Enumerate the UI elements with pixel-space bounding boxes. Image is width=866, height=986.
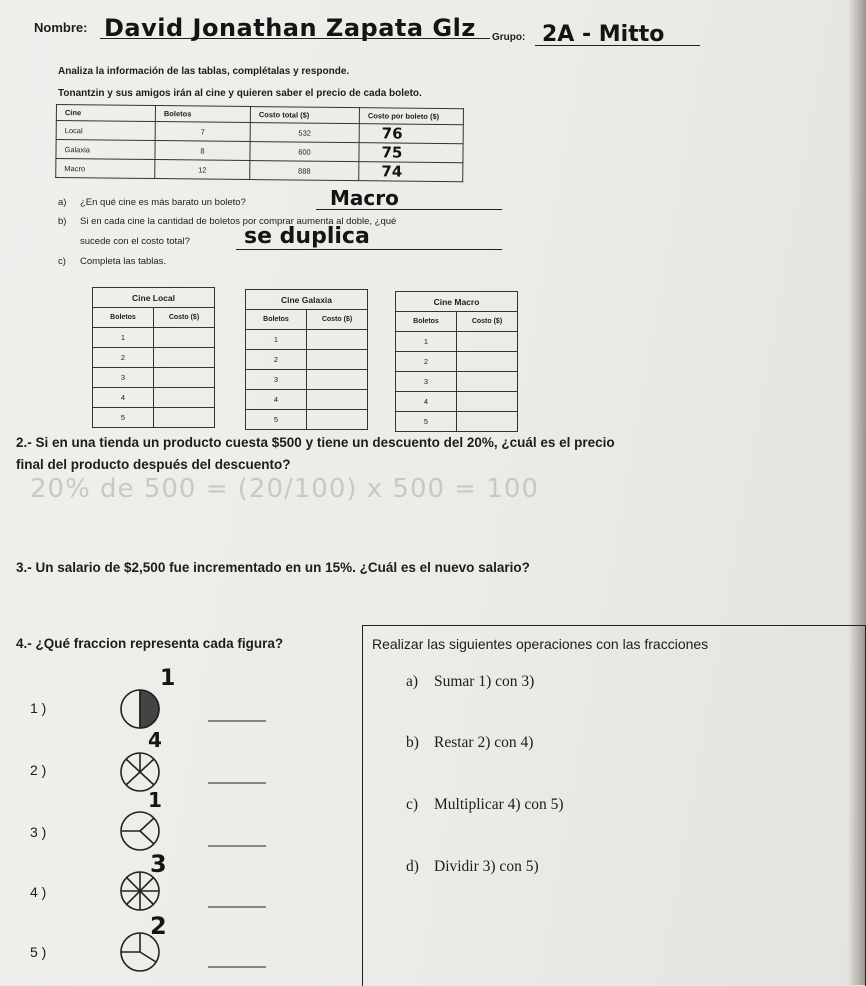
table-row <box>56 159 463 182</box>
table-row <box>93 328 215 348</box>
answer-b-underline <box>236 249 502 250</box>
operation-a-text: Sumar 1) con 3) <box>434 673 535 690</box>
mini-cell-boletos: 2 <box>93 348 154 368</box>
cinema-price-table <box>55 104 464 182</box>
figure-1-handwritten: 1 <box>160 666 176 691</box>
mini-cell-boletos: 3 <box>396 372 457 392</box>
operation-b-text: Restar 2) con 4) <box>434 734 534 751</box>
table-row <box>396 392 518 412</box>
mini-cell-boletos: 1 <box>246 330 307 350</box>
mini-cell-boletos: 1 <box>93 328 154 348</box>
table-row <box>93 408 215 428</box>
instruction-text: Analiza la información de las tablas, complétalas y responde. <box>58 66 350 77</box>
mini-cell-boletos: 5 <box>93 408 154 428</box>
mini-cell-costo-empty[interactable] <box>457 332 518 352</box>
mini-cell-boletos: 3 <box>93 368 154 388</box>
mini-table-title: Cine Macro <box>396 292 518 312</box>
question-c-label: c) <box>58 256 66 267</box>
figure-4-handwritten: 3 <box>150 850 167 878</box>
question-c-text: Completa las tablas. <box>80 256 167 267</box>
mini-cell-costo-empty[interactable] <box>457 352 518 372</box>
mini-cell-boletos: 4 <box>396 392 457 412</box>
figure-1-circle <box>121 690 159 728</box>
table-row <box>396 412 518 432</box>
operation-c-label: c) <box>406 796 419 813</box>
cell-boletos: 12 <box>155 160 250 180</box>
mini-cell-costo-empty[interactable] <box>307 330 368 350</box>
mini-cell-costo-empty[interactable] <box>457 392 518 412</box>
cell-cine: Local <box>56 121 155 141</box>
cell-cine: Galaxia <box>56 140 155 160</box>
cell-boletos: 8 <box>155 141 250 161</box>
figure-2-circle <box>121 753 159 791</box>
mini-cell-boletos: 2 <box>396 352 457 372</box>
cell-boletos: 7 <box>155 122 250 142</box>
question-4-title: 4.- ¿Qué fraccion representa cada figura? <box>16 636 284 651</box>
question-b-label: b) <box>58 216 67 227</box>
table-row <box>396 332 518 352</box>
mini-cell-costo-empty[interactable] <box>154 328 215 348</box>
cell-cine: Macro <box>56 159 155 179</box>
figure-1-label: 1 ) <box>30 700 47 716</box>
question-2-line-1: 2.- Si en una tienda un producto cuesta $500 y tiene un descuento del 20%, ¿cuál es el precio <box>16 435 615 450</box>
answer-b-handwritten: se duplica <box>244 224 370 249</box>
mini-cell-boletos: 4 <box>93 388 154 408</box>
cell-costo: 600 <box>250 142 359 162</box>
mini-cell-boletos: 3 <box>246 370 307 390</box>
mini-cell-boletos: 5 <box>396 412 457 432</box>
mini-cell-costo-empty[interactable] <box>457 372 518 392</box>
cell-answer <box>359 124 463 144</box>
group-label: Grupo: <box>492 32 526 43</box>
intro-text: Tonantzin y sus amigos irán al cine y quieren saber el precio de cada boleto. <box>58 88 422 99</box>
header-boletos: Boletos <box>155 106 250 123</box>
operation-b-label: b) <box>406 734 419 751</box>
mini-cell-boletos: 2 <box>246 350 307 370</box>
cell-answer <box>359 143 463 163</box>
mini-cell-costo-empty[interactable] <box>154 348 215 368</box>
table-row <box>246 410 368 430</box>
mini-cell-costo-empty[interactable] <box>307 350 368 370</box>
table-row <box>396 372 518 392</box>
figure-3-label: 3 ) <box>30 824 47 840</box>
header-cine: Cine <box>56 105 155 122</box>
table-row <box>246 370 368 390</box>
mini-col-boletos: Boletos <box>246 310 307 330</box>
operation-c-text: Multiplicar 4) con 5) <box>434 796 564 813</box>
cell-costo: 888 <box>250 161 359 181</box>
mini-table-title: Cine Galaxia <box>246 290 368 310</box>
table-row <box>93 348 215 368</box>
mini-cell-boletos: 1 <box>396 332 457 352</box>
handwritten-answer: 76 <box>381 124 403 143</box>
table-row <box>93 368 215 388</box>
operations-title: Realizar las siguientes operaciones con las fracciones <box>372 636 709 652</box>
mini-cell-costo-empty[interactable] <box>307 410 368 430</box>
operation-d-text: Dividir 3) con 5) <box>434 858 539 875</box>
mini-cell-costo-empty[interactable] <box>307 370 368 390</box>
table-row <box>246 350 368 370</box>
question-b-text-1: Si en cada cine la cantidad de boletos por comprar aumenta al doble, ¿qué <box>80 216 397 227</box>
question-a-label: a) <box>58 197 67 208</box>
table-row <box>246 390 368 410</box>
figure-5-handwritten: 2 <box>150 912 167 940</box>
table-row <box>93 388 215 408</box>
mini-cell-costo-empty[interactable] <box>154 368 215 388</box>
question-a-text: ¿En qué cine es más barato un boleto? <box>80 197 246 208</box>
table-row <box>246 330 368 350</box>
question-2-line-2: final del producto después del descuento? <box>16 457 291 472</box>
name-label: Nombre: <box>34 20 88 35</box>
header-costo-total: Costo total ($) <box>250 107 359 124</box>
table-cine-galaxia <box>245 289 368 430</box>
table-cine-macro <box>395 291 518 432</box>
operation-d-label: d) <box>406 858 419 875</box>
mini-col-costo: Costo ($) <box>154 308 215 328</box>
handwritten-answer: 74 <box>381 162 403 181</box>
erased-work-text: 20% de 500 = (20/100) x 500 = 100 <box>30 474 539 504</box>
question-3-text: 3.- Un salario de $2,500 fue incrementado en un 15%. ¿Cuál es el nuevo salario? <box>16 560 530 575</box>
figure-5-label: 5 ) <box>30 944 47 960</box>
mini-col-costo: Costo ($) <box>307 310 368 330</box>
answer-a-handwritten: Macro <box>330 186 399 210</box>
figure-3-handwritten: 1 <box>148 788 162 812</box>
mini-cell-costo-empty[interactable] <box>307 390 368 410</box>
question-b-text-2: sucede con el costo total? <box>80 236 190 247</box>
student-name-handwritten: David Jonathan Zapata Glz <box>104 14 476 42</box>
table-row <box>396 352 518 372</box>
group-handwritten: 2A - Mitto <box>542 22 665 47</box>
header-costo-boleto: Costo por boleto ($) <box>359 108 463 125</box>
table-cine-local <box>92 287 215 428</box>
cell-costo: 532 <box>250 123 359 143</box>
operation-a-label: a) <box>406 673 419 690</box>
mini-cell-boletos: 4 <box>246 390 307 410</box>
mini-cell-costo-empty[interactable] <box>457 412 518 432</box>
mini-col-costo: Costo ($) <box>457 312 518 332</box>
mini-cell-costo-empty[interactable] <box>154 388 215 408</box>
mini-col-boletos: Boletos <box>93 308 154 328</box>
figure-3-circle <box>121 812 159 850</box>
cell-answer <box>359 162 463 182</box>
handwritten-answer: 75 <box>381 143 403 162</box>
fraction-figures <box>110 660 280 985</box>
figure-2-handwritten: 4 <box>148 728 162 752</box>
mini-col-boletos: Boletos <box>396 312 457 332</box>
figure-2-label: 2 ) <box>30 762 47 778</box>
mini-cell-boletos: 5 <box>246 410 307 430</box>
mini-table-title: Cine Local <box>93 288 215 308</box>
mini-cell-costo-empty[interactable] <box>154 408 215 428</box>
figure-4-label: 4 ) <box>30 884 47 900</box>
